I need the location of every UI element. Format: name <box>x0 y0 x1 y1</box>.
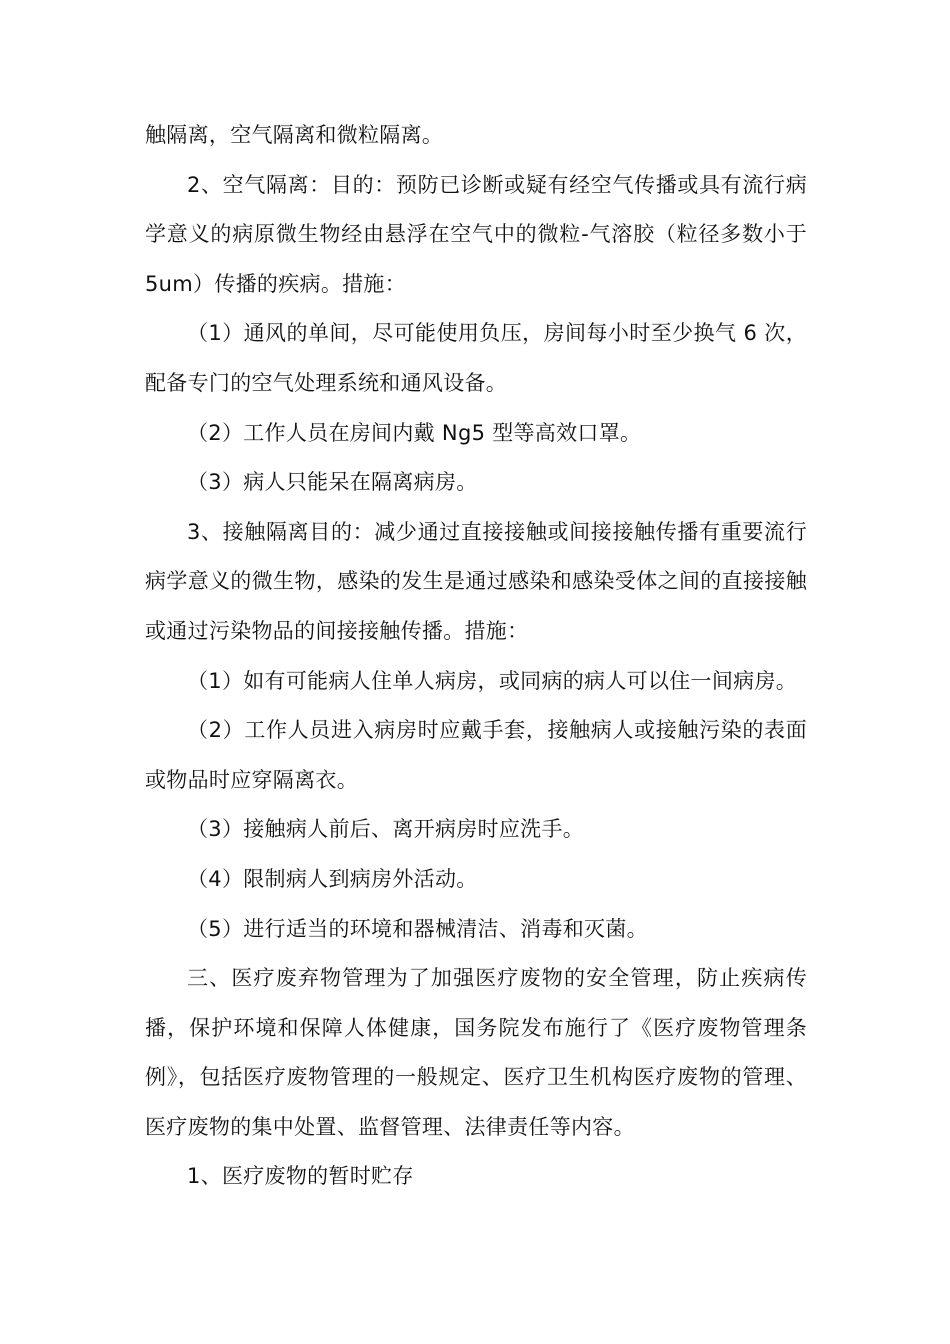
paragraph-continuation: 触隔离，空气隔离和微粒隔离。 <box>145 123 444 147</box>
paragraph-contact-measure-5: （5）进行适当的环境和器械清洁、消毒和灭菌。 <box>187 916 648 941</box>
paragraph-airborne-measure-3: （3）病人只能呆在隔离病房。 <box>187 470 478 495</box>
paragraph-temporary-storage-heading: 1、医疗废物的暂时贮存 <box>187 1164 414 1189</box>
paragraph-contact-isolation: 3、接触隔离目的：减少通过直接接触或间接接触传播有重要流行病学意义的微生物，感染的发生是通过感染和感染受体之间的直接接触或通过污染物品的间接接触传播。措施： <box>145 519 807 643</box>
document-body <box>145 111 807 1202</box>
paragraph-airborne-measure-1: （1）通风的单间，尽可能使用负压，房间每小时至少换气 6 次，配备专门的空气处理系统和通风设备。 <box>145 321 807 395</box>
paragraph-medical-waste: 三、医疗废弃物管理为了加强医疗废物的安全管理，防止疾病传播，保护环境和保障人体健康，国务院发布施行了《医疗废物管理条例》，包括医疗废物管理的一般规定、医疗卫生机构医疗废物的管理、医疗废物的集中处置、监督管理、法律责任等内容。 <box>145 966 807 1139</box>
paragraph-contact-measure-3: （3）接触病人前后、离开病房时应洗手。 <box>187 817 585 842</box>
paragraph-contact-measure-2: （2）工作人员进入病房时应戴手套，接触病人或接触污染的表面或物品时应穿隔离衣。 <box>145 718 807 792</box>
paragraph-airborne-isolation: 2、空气隔离：目的：预防已诊断或疑有经空气传播或具有流行病学意义的病原微生物经由悬浮在空气中的微粒-气溶胶（粒径多数小于 5um）传播的疾病。措施： <box>145 172 807 296</box>
paragraph-airborne-measure-2: （2）工作人员在房间内戴 Ng5 型等高效口罩。 <box>187 420 642 445</box>
paragraph-contact-measure-4: （4）限制病人到病房外活动。 <box>187 866 478 891</box>
paragraph-contact-measure-1: （1）如有可能病人住单人病房，或同病的病人可以住一间病房。 <box>187 668 798 693</box>
